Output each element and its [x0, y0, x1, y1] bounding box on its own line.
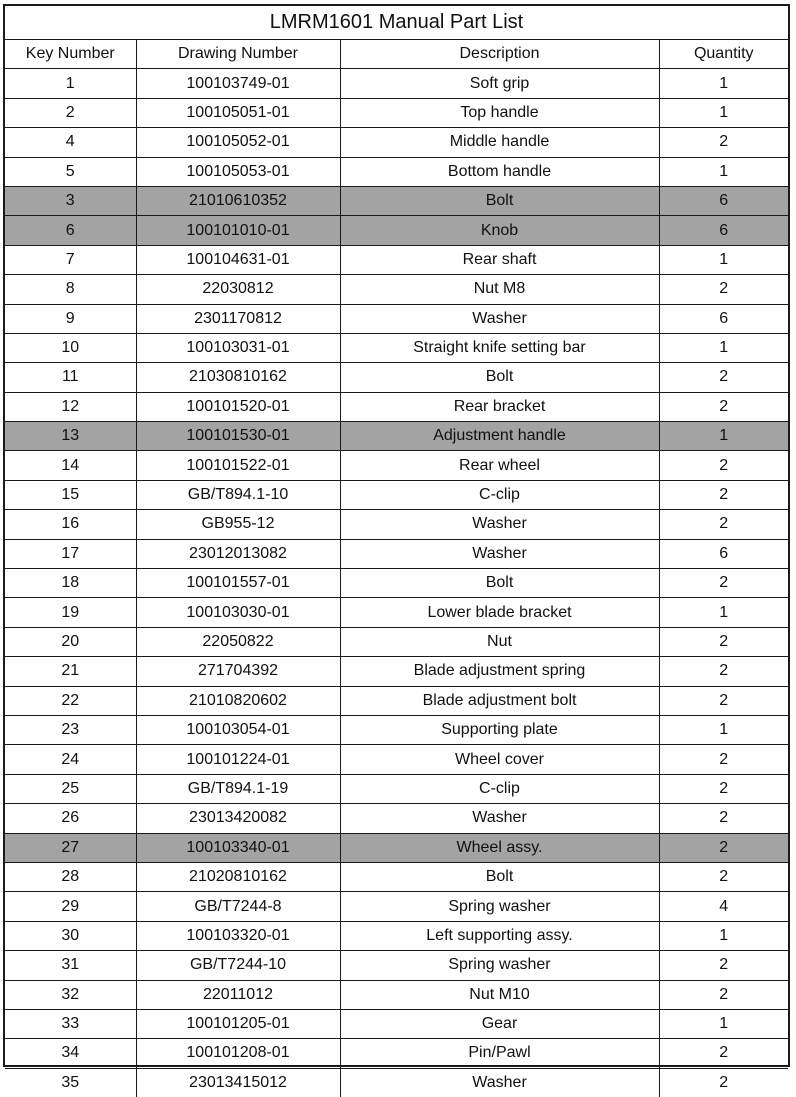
cell-key-number: 20 [5, 627, 136, 656]
cell-description: Gear [340, 1009, 659, 1038]
cell-drawing-number: 100103749-01 [136, 69, 340, 98]
cell-description: Supporting plate [340, 715, 659, 744]
cell-key-number: 2 [5, 98, 136, 127]
cell-drawing-number: 100101530-01 [136, 422, 340, 451]
table-row [5, 186, 788, 215]
cell-quantity: 2 [659, 980, 788, 1009]
cell-key-number: 7 [5, 245, 136, 274]
cell-drawing-number: 2301170812 [136, 304, 340, 333]
table-row [5, 598, 788, 627]
cell-quantity: 2 [659, 804, 788, 833]
cell-quantity: 2 [659, 392, 788, 421]
cell-key-number: 30 [5, 921, 136, 950]
table-row [5, 569, 788, 598]
cell-key-number: 9 [5, 304, 136, 333]
cell-description: Bolt [340, 569, 659, 598]
cell-quantity: 1 [659, 157, 788, 186]
cell-description: Nut M10 [340, 980, 659, 1009]
cell-description: Blade adjustment bolt [340, 686, 659, 715]
table-row [5, 510, 788, 539]
cell-key-number: 16 [5, 510, 136, 539]
cell-quantity: 2 [659, 657, 788, 686]
cell-key-number: 34 [5, 1039, 136, 1068]
cell-quantity: 2 [659, 774, 788, 803]
cell-drawing-number: 23012013082 [136, 539, 340, 568]
cell-quantity: 6 [659, 539, 788, 568]
cell-description: Nut [340, 627, 659, 656]
cell-description: Top handle [340, 98, 659, 127]
cell-drawing-number: 100101557-01 [136, 569, 340, 598]
header-key-number: Key Number [5, 40, 136, 69]
table-row [5, 98, 788, 127]
cell-drawing-number: 100101224-01 [136, 745, 340, 774]
cell-quantity: 1 [659, 98, 788, 127]
cell-key-number: 23 [5, 715, 136, 744]
cell-drawing-number: 100103054-01 [136, 715, 340, 744]
table-row [5, 804, 788, 833]
cell-key-number: 1 [5, 69, 136, 98]
cell-drawing-number: 21010820602 [136, 686, 340, 715]
cell-quantity: 1 [659, 921, 788, 950]
table-row [5, 451, 788, 480]
cell-drawing-number: 100101520-01 [136, 392, 340, 421]
cell-drawing-number: 23013415012 [136, 1068, 340, 1097]
cell-key-number: 14 [5, 451, 136, 480]
cell-description: Straight knife setting bar [340, 333, 659, 362]
table-row [5, 657, 788, 686]
cell-description: Spring washer [340, 951, 659, 980]
table-row [5, 980, 788, 1009]
table-row [5, 715, 788, 744]
table-row [5, 686, 788, 715]
cell-key-number: 28 [5, 862, 136, 891]
cell-key-number: 21 [5, 657, 136, 686]
page-title: LMRM1601 Manual Part List [5, 6, 788, 40]
cell-quantity: 2 [659, 862, 788, 891]
cell-description: Blade adjustment spring [340, 657, 659, 686]
cell-key-number: 15 [5, 480, 136, 509]
cell-quantity: 2 [659, 451, 788, 480]
table-row [5, 363, 788, 392]
cell-key-number: 18 [5, 569, 136, 598]
cell-description: Spring washer [340, 892, 659, 921]
cell-key-number: 22 [5, 686, 136, 715]
cell-drawing-number: GB/T7244-8 [136, 892, 340, 921]
cell-description: Knob [340, 216, 659, 245]
cell-drawing-number: GB/T894.1-19 [136, 774, 340, 803]
cell-description: Washer [340, 304, 659, 333]
table-row [5, 951, 788, 980]
cell-description: Washer [340, 804, 659, 833]
table-row [5, 892, 788, 921]
table-row [5, 862, 788, 891]
header-row [5, 40, 788, 69]
cell-drawing-number: 100103320-01 [136, 921, 340, 950]
cell-key-number: 17 [5, 539, 136, 568]
cell-description: Washer [340, 510, 659, 539]
cell-description: Rear wheel [340, 451, 659, 480]
cell-description: Washer [340, 1068, 659, 1097]
cell-drawing-number: 100101208-01 [136, 1039, 340, 1068]
table-row [5, 745, 788, 774]
table-row [5, 627, 788, 656]
cell-key-number: 11 [5, 363, 136, 392]
cell-quantity: 6 [659, 186, 788, 215]
cell-key-number: 10 [5, 333, 136, 362]
table-row [5, 480, 788, 509]
cell-description: Bottom handle [340, 157, 659, 186]
table-row [5, 774, 788, 803]
cell-key-number: 29 [5, 892, 136, 921]
cell-key-number: 26 [5, 804, 136, 833]
cell-quantity: 2 [659, 569, 788, 598]
cell-quantity: 2 [659, 627, 788, 656]
table-row [5, 422, 788, 451]
cell-key-number: 12 [5, 392, 136, 421]
cell-description: Rear bracket [340, 392, 659, 421]
cell-description: C-clip [340, 774, 659, 803]
cell-quantity: 1 [659, 333, 788, 362]
cell-quantity: 2 [659, 745, 788, 774]
cell-drawing-number: 100101522-01 [136, 451, 340, 480]
cell-drawing-number: 23013420082 [136, 804, 340, 833]
cell-description: Soft grip [340, 69, 659, 98]
cell-description: Bolt [340, 363, 659, 392]
header-description: Description [340, 40, 659, 69]
cell-drawing-number: 22050822 [136, 627, 340, 656]
cell-description: Washer [340, 539, 659, 568]
table-row [5, 833, 788, 862]
cell-quantity: 6 [659, 304, 788, 333]
cell-description: Pin/Pawl [340, 1039, 659, 1068]
header-quantity: Quantity [659, 40, 788, 69]
cell-key-number: 32 [5, 980, 136, 1009]
cell-key-number: 5 [5, 157, 136, 186]
table-body [5, 69, 788, 1097]
cell-key-number: 3 [5, 186, 136, 215]
cell-description: Bolt [340, 862, 659, 891]
cell-description: Rear shaft [340, 245, 659, 274]
cell-description: C-clip [340, 480, 659, 509]
table-row [5, 275, 788, 304]
cell-quantity: 2 [659, 128, 788, 157]
cell-description: Adjustment handle [340, 422, 659, 451]
cell-description: Lower blade bracket [340, 598, 659, 627]
cell-key-number: 13 [5, 422, 136, 451]
table-row [5, 216, 788, 245]
cell-key-number: 6 [5, 216, 136, 245]
cell-drawing-number: 22030812 [136, 275, 340, 304]
cell-key-number: 35 [5, 1068, 136, 1097]
cell-quantity: 2 [659, 275, 788, 304]
table-row [5, 304, 788, 333]
table-row [5, 1009, 788, 1038]
cell-drawing-number: 100101205-01 [136, 1009, 340, 1038]
cell-description: Wheel cover [340, 745, 659, 774]
cell-key-number: 24 [5, 745, 136, 774]
parts-table [5, 40, 788, 1097]
cell-quantity: 2 [659, 510, 788, 539]
cell-quantity: 2 [659, 480, 788, 509]
table-row [5, 333, 788, 362]
cell-drawing-number: GB/T7244-10 [136, 951, 340, 980]
cell-quantity: 2 [659, 833, 788, 862]
cell-description: Bolt [340, 186, 659, 215]
cell-key-number: 33 [5, 1009, 136, 1038]
cell-drawing-number: 100104631-01 [136, 245, 340, 274]
cell-drawing-number: 21020810162 [136, 862, 340, 891]
cell-drawing-number: 100103340-01 [136, 833, 340, 862]
cell-drawing-number: 100105053-01 [136, 157, 340, 186]
table-row [5, 157, 788, 186]
table-row [5, 245, 788, 274]
cell-description: Nut M8 [340, 275, 659, 304]
cell-description: Left supporting assy. [340, 921, 659, 950]
table-row [5, 1039, 788, 1068]
cell-quantity: 1 [659, 422, 788, 451]
cell-key-number: 27 [5, 833, 136, 862]
parts-list-sheet [3, 4, 790, 1091]
table-row [5, 392, 788, 421]
cell-drawing-number: 22011012 [136, 980, 340, 1009]
cell-description: Wheel assy. [340, 833, 659, 862]
cell-quantity: 1 [659, 69, 788, 98]
cell-key-number: 31 [5, 951, 136, 980]
cell-drawing-number: 21030810162 [136, 363, 340, 392]
cell-quantity: 2 [659, 686, 788, 715]
cell-drawing-number: GB/T894.1-10 [136, 480, 340, 509]
table-row [5, 921, 788, 950]
cell-quantity: 2 [659, 363, 788, 392]
cell-quantity: 1 [659, 245, 788, 274]
cell-drawing-number: 100103030-01 [136, 598, 340, 627]
cell-key-number: 25 [5, 774, 136, 803]
cell-quantity: 4 [659, 892, 788, 921]
cell-drawing-number: 21010610352 [136, 186, 340, 215]
header-drawing-number: Drawing Number [136, 40, 340, 69]
table-row [5, 1068, 788, 1097]
cell-drawing-number: GB955-12 [136, 510, 340, 539]
cell-drawing-number: 100103031-01 [136, 333, 340, 362]
cell-quantity: 6 [659, 216, 788, 245]
cell-drawing-number: 271704392 [136, 657, 340, 686]
cell-quantity: 1 [659, 715, 788, 744]
cell-quantity: 2 [659, 1068, 788, 1097]
cell-quantity: 2 [659, 1039, 788, 1068]
table-row [5, 128, 788, 157]
cell-key-number: 4 [5, 128, 136, 157]
table-row [5, 69, 788, 98]
cell-drawing-number: 100101010-01 [136, 216, 340, 245]
cell-description: Middle handle [340, 128, 659, 157]
cell-key-number: 8 [5, 275, 136, 304]
cell-quantity: 2 [659, 951, 788, 980]
cell-quantity: 1 [659, 1009, 788, 1038]
cell-quantity: 1 [659, 598, 788, 627]
cell-drawing-number: 100105052-01 [136, 128, 340, 157]
cell-drawing-number: 100105051-01 [136, 98, 340, 127]
cell-key-number: 19 [5, 598, 136, 627]
table-row [5, 539, 788, 568]
